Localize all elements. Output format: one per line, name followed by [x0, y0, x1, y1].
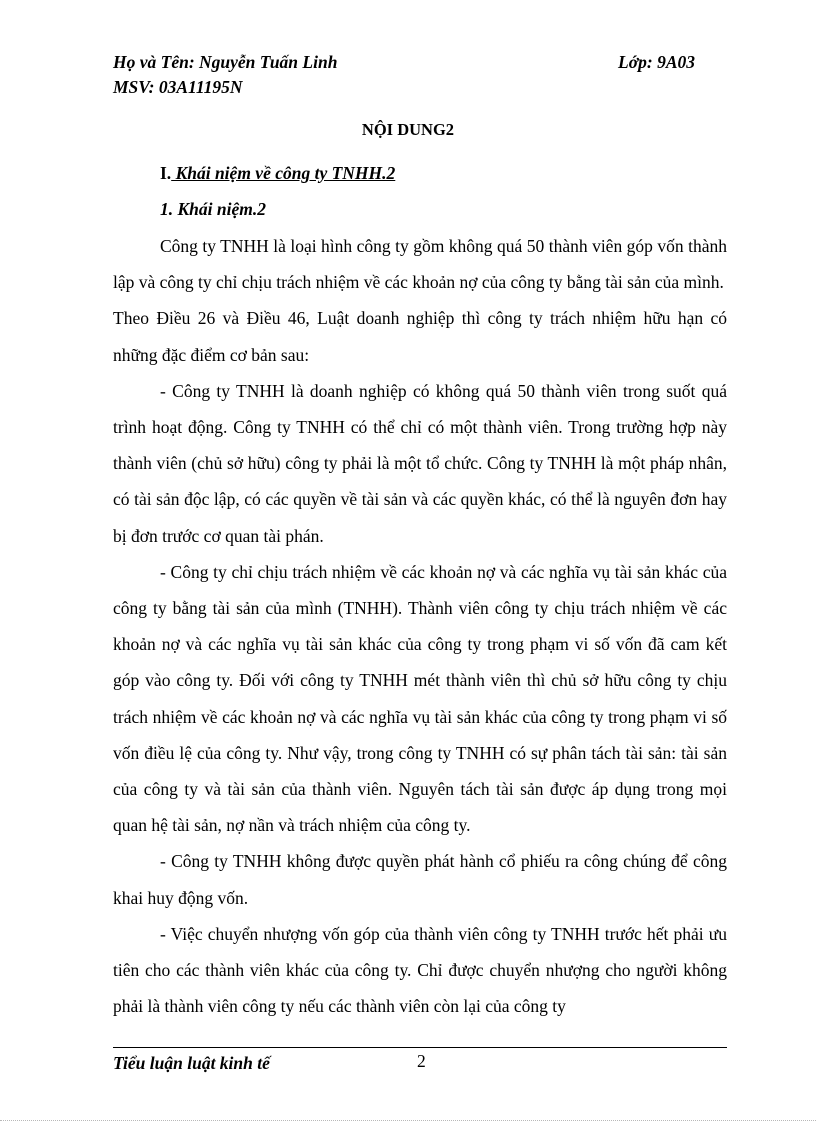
- page-title: NỘI DUNG2: [361, 120, 455, 139]
- paragraph: - Công ty chỉ chịu trách nhiệm về các khoản nợ và các nghĩa vụ tài sản khác của công ty bằng tài sản của mình (TNHH). Thành viên công ty chịu trách nhiệm về các khoản nợ và các nghĩa vụ tài sản khác của công ty trong phạm vi số vốn đã cam kết góp vào công ty. Đối với công ty TNHH mét thành viên thì chủ sở hữu công ty chịu trách nhiệm về các khoản nợ và các nghĩa vụ tài sản khác của công ty trong phạm vi số vốn điều lệ của công ty. Như vậy, trong công ty TNHH có sự phân tách tài sản: tài sản của công ty và tài sản của thành viên. Nguyên tách tài sản được áp dụng trong mọi quan hệ tài sản, nợ nần và trách nhiệm của công ty.: [113, 561, 727, 836]
- student-id: MSV: 03A11195N: [113, 77, 243, 97]
- student-class: Lớp: 9A03: [618, 52, 695, 72]
- page-border: [0, 1120, 816, 1121]
- section-title: Khái niệm về công ty TNHH.2: [171, 163, 396, 183]
- page-number: 2: [417, 1051, 426, 1071]
- paragraph: - Công ty TNHH là doanh nghiệp có không quá 50 thành viên trong suốt quá trình hoạt động. Công ty TNHH có thể chỉ có một thành viên. Trong trường hợp này thành viên (chủ sở hữu) công ty phải là một tổ chức. Công ty TNHH là một pháp nhân, có tài sản độc lập, có các quyền về tài sản và các quyền khác, có thể là nguyên đơn hay bị đơn trước cơ quan tài phán.: [113, 380, 727, 546]
- paragraph: - Công ty TNHH không được quyền phát hành cổ phiếu ra công chúng để công khai huy động vốn.: [113, 851, 727, 908]
- paragraph: Theo Điều 26 và Điều 46, Luật doanh nghiệp thì công ty trách nhiệm hữu hạn có những đặc điểm cơ bản sau:: [113, 308, 727, 365]
- footer-divider: [113, 1047, 727, 1048]
- student-name: Họ và Tên: Nguyễn Tuấn Linh: [113, 52, 338, 72]
- footer-title: Tiểu luận luật kinh tế: [113, 1053, 270, 1073]
- paragraph: - Việc chuyển nhượng vốn góp của thành viên công ty TNHH trước hết phải ưu tiên cho các thành viên khác của công ty. Chỉ được chuyển nhượng cho người không phải là thành viên công ty nếu các thành viên còn lại của công ty: [113, 923, 727, 1017]
- section-number: I.: [160, 163, 172, 183]
- paragraph: Công ty TNHH là loại hình công ty gồm không quá 50 thành viên góp vốn thành lập và công ty chỉ chịu trách nhiệm về các khoản nợ của công ty bằng tài sản của mình.: [113, 236, 727, 293]
- body-text: [113, 228, 727, 1024]
- section-heading: [160, 163, 395, 184]
- subsection-heading: 1. Khái niệm.2: [160, 199, 266, 219]
